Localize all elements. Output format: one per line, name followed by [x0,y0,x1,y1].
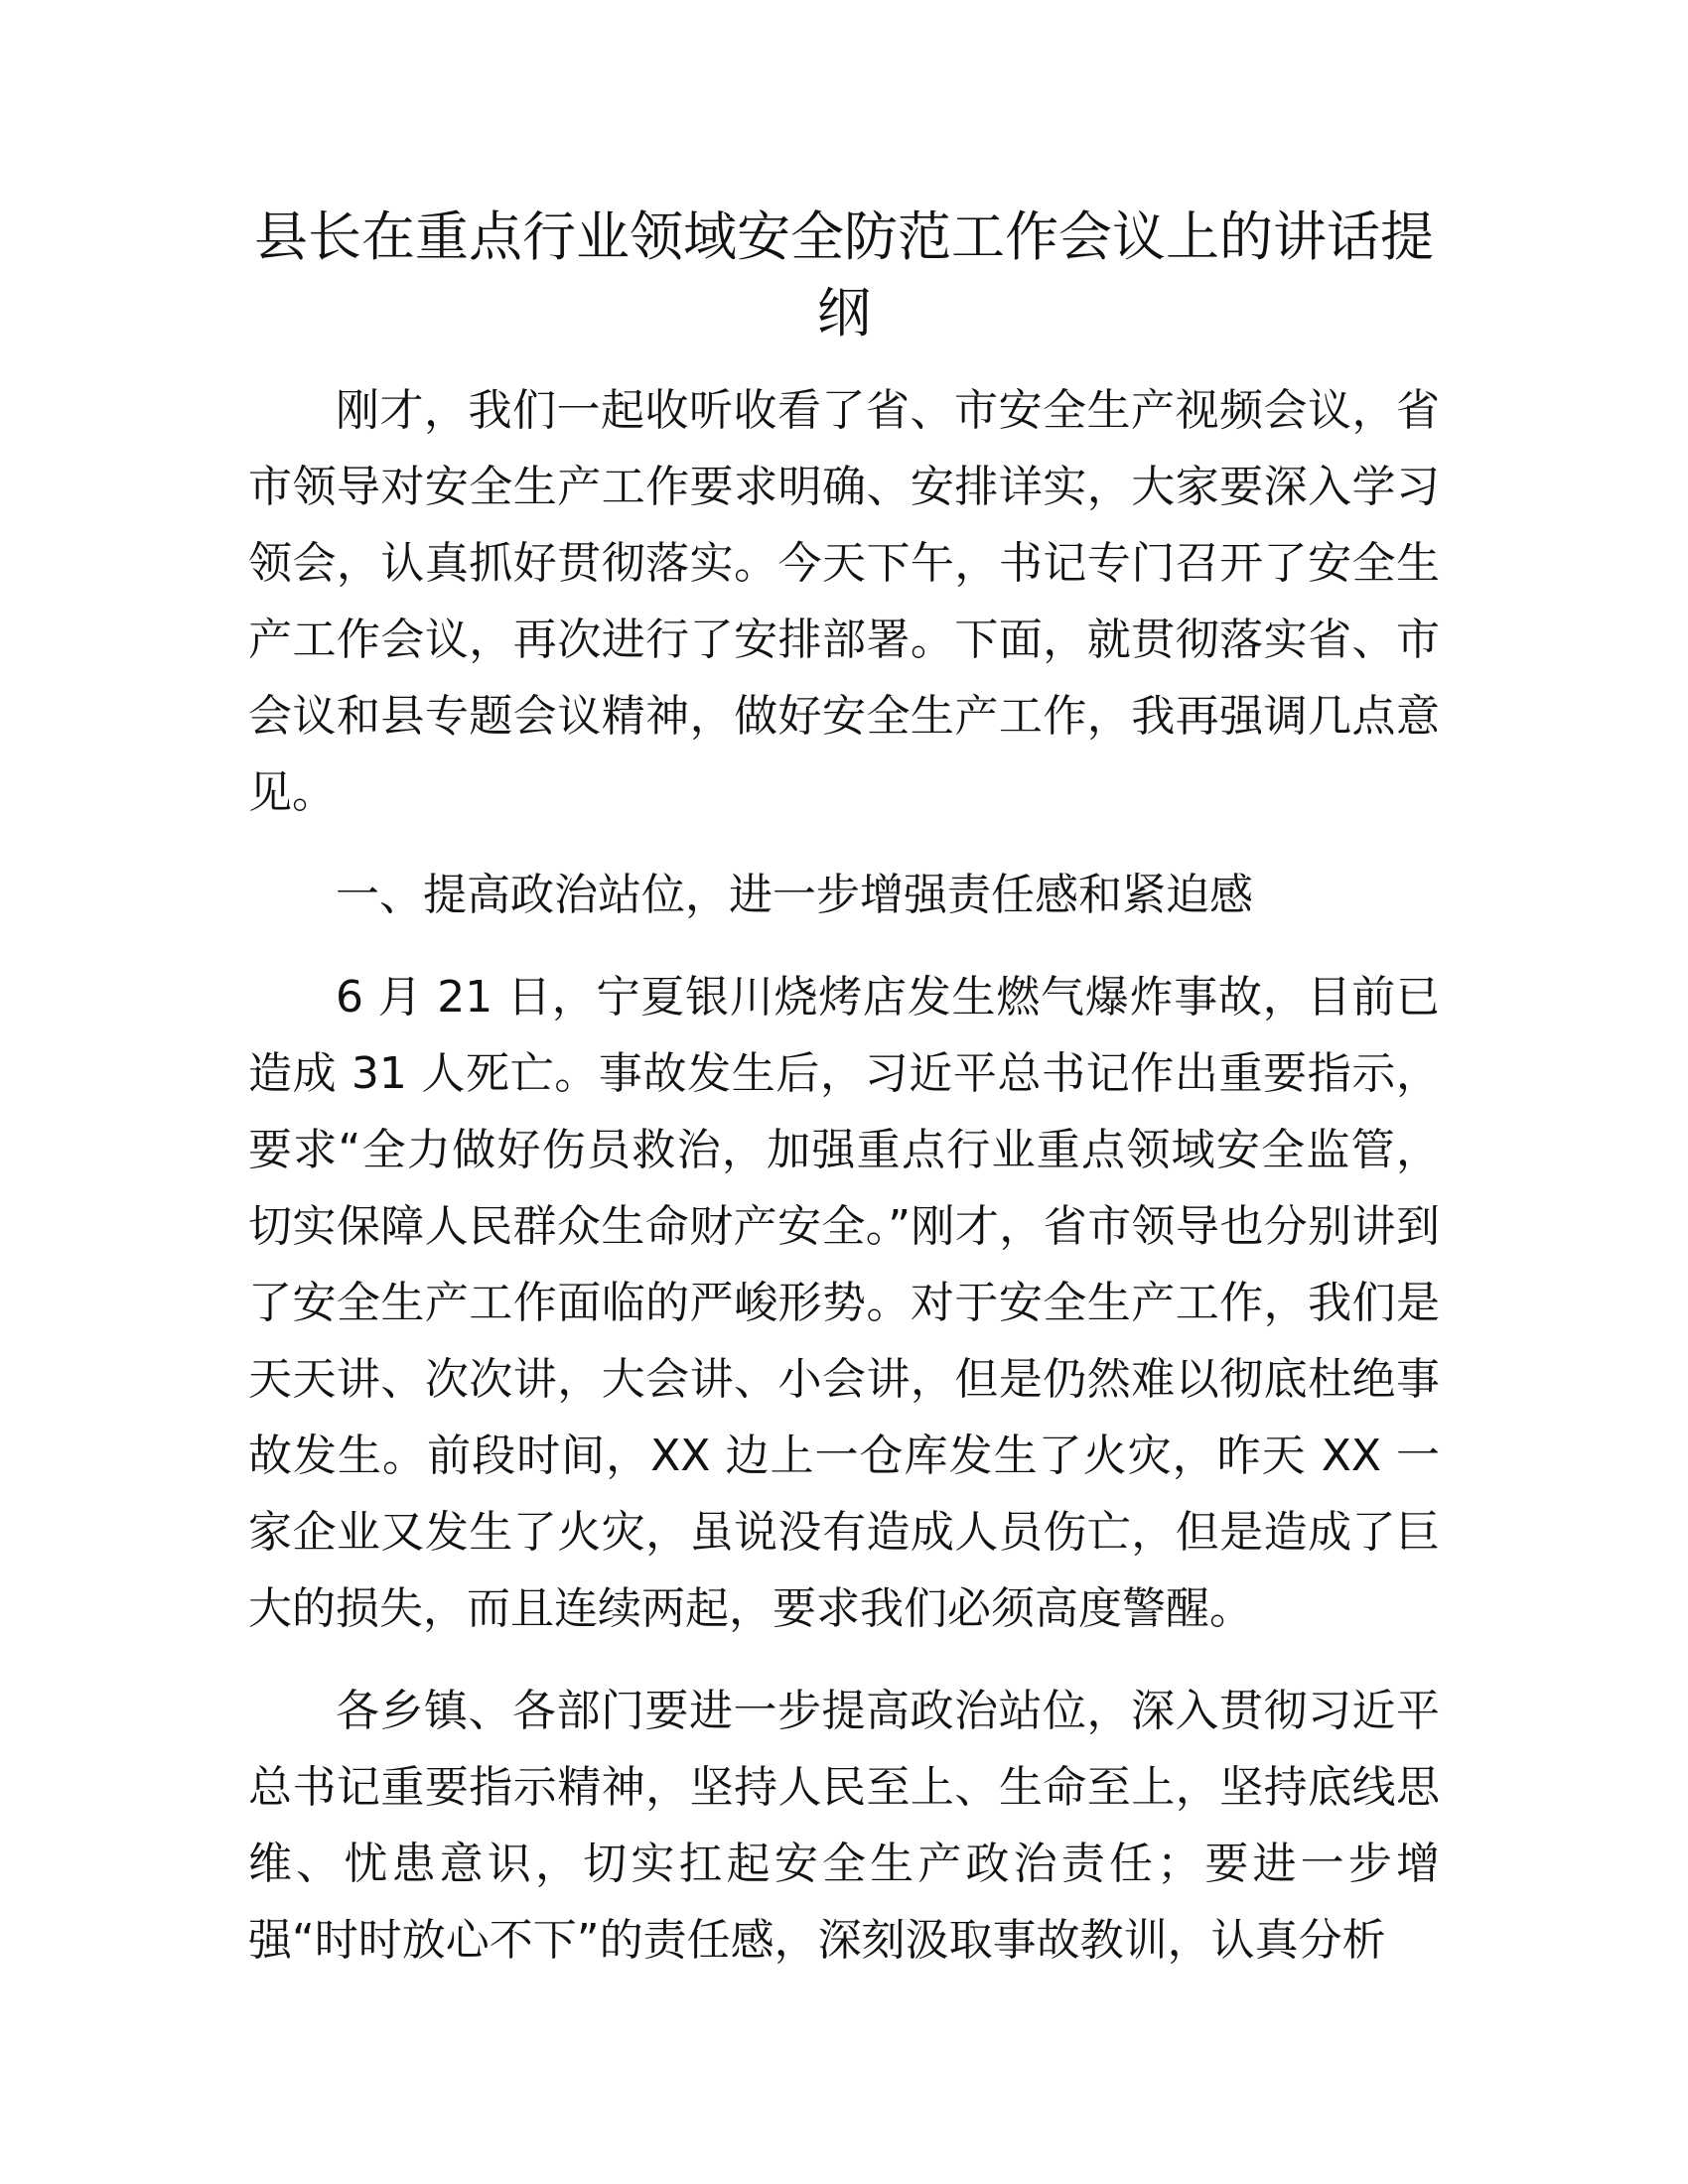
document-title: 县长在重点行业领域安全防范工作会议上的讲话提纲 [254,205,1434,344]
document-page [248,199,1440,1979]
body-paragraph-requirements: 各乡镇、各部门要进一步提高政治站位，深入贯彻习近平总书记重要指示精神，坚持人民至上、生命至上，坚持底线思维、忧患意识，切实扛起安全生产政治责任；要进一步增强“时时放心不下”的责任感，深刻汲取事故教训，认真分析 [248,1686,1440,1966]
intro-paragraph: 刚才，我们一起收听收看了省、市安全生产视频会议，省市领导对安全生产工作要求明确、安排详实，大家要深入学习领会，认真抓好贯彻落实。今天下午，书记专门召开了安全生产工作会议，再次进行了安排部署。下面，就贯彻落实省、市会议和县专题会议精神，做好安全生产工作，我再强调几点意见。 [248,385,1440,818]
body-paragraph-accident: 6 月 21 日，宁夏银川烧烤店发生燃气爆炸事故，目前已造成 31 人死亡。事故发生后，习近平总书记作出重要指示，要求“全力做好伤员救治，加强重点行业重点领域安全监管，切实保障人民群众生命财产安全。”刚才，省市领导也分别讲到了安全生产工作面临的严峻形势。对于安全生产工作，我们是天天讲、次次讲，大会讲、小会讲，但是仍然难以彻底杜绝事故发生。前段时间，XX 边上一仓库发生了火灾，昨天 XX 一家企业又发生了火灾，虽说没有造成人员伤亡，但是造成了巨大的损失，而且连续两起，要求我们必须高度警醒。 [248,972,1440,1634]
section-heading-1: 一、提高政治站位，进一步增强责任感和紧迫感 [336,870,1253,920]
